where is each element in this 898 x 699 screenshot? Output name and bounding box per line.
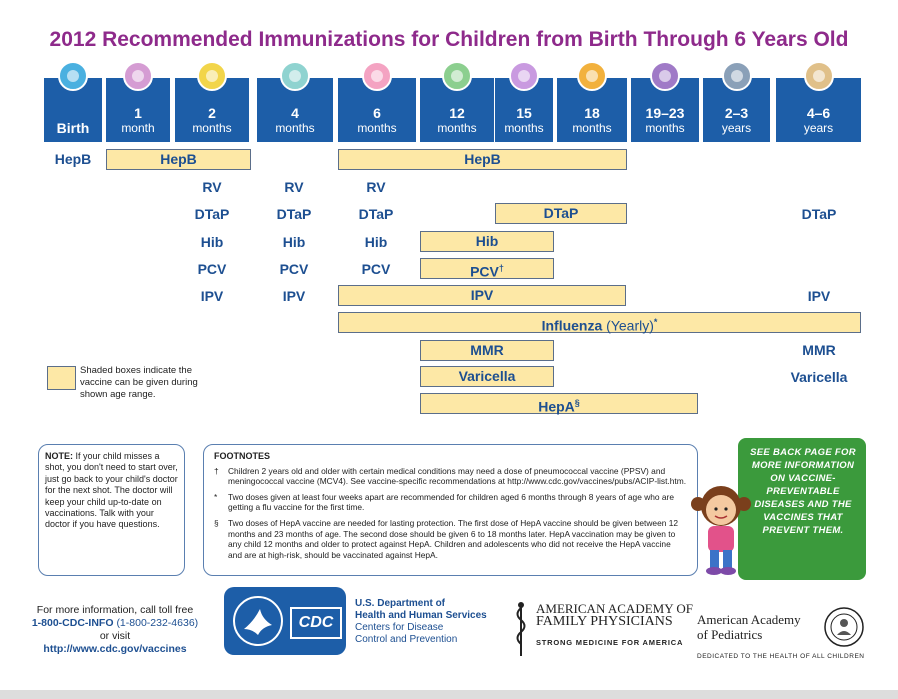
age-column-8 bbox=[631, 78, 699, 142]
aap-line: of Pediatrics bbox=[697, 627, 763, 642]
aafp-line: AMERICAN ACADEMY OF bbox=[536, 601, 693, 616]
phone-number[interactable]: 1-800-CDC-INFO bbox=[31, 617, 114, 629]
bar-hepb-6-18mo: HepB bbox=[338, 149, 627, 170]
vaccine-label-dtap-4mo: DTaP bbox=[276, 206, 312, 222]
footnote-text: Two doses given at least four weeks apart are recommended for children aged 6 months through 8 years of age who are getting a flu vaccine for the first time. bbox=[228, 491, 674, 513]
vaccine-label-rv-4mo: RV bbox=[284, 179, 304, 195]
age-column-5 bbox=[420, 78, 494, 142]
hepa-footnote-mark: § bbox=[574, 398, 580, 408]
age-unit: months bbox=[645, 121, 685, 135]
bar-influenza-note: (Yearly) bbox=[606, 317, 654, 334]
age-number: 4–6 bbox=[806, 105, 831, 121]
age-column-2 bbox=[175, 78, 249, 142]
age-column-9 bbox=[703, 78, 770, 142]
age-number: 19–23 bbox=[645, 105, 685, 121]
bar-varicella-12-15mo: Varicella bbox=[420, 366, 554, 387]
note-label: NOTE: bbox=[45, 451, 73, 461]
page-title: 2012 Recommended Immunizations for Children from Birth Through 6 Years Old bbox=[49, 28, 849, 51]
phone-alt: (1-800-232-4636) bbox=[116, 617, 199, 629]
bar-hepa-label: HepA bbox=[538, 398, 575, 415]
age-number: 2–3 bbox=[724, 105, 749, 121]
vaccine-label-pcv-6mo: PCV bbox=[361, 261, 391, 277]
hhs-line: Centers for Disease bbox=[355, 622, 444, 633]
footnotes-heading: FOOTNOTES bbox=[214, 451, 270, 461]
note-box bbox=[38, 444, 185, 576]
bar-dtap-15-18mo: DTaP bbox=[495, 203, 627, 224]
contact-url[interactable]: http://www.cdc.gov/vaccines bbox=[43, 643, 187, 655]
age-column-1 bbox=[106, 78, 170, 142]
child-illustration bbox=[686, 478, 756, 578]
aap-tagline: DEDICATED TO THE HEALTH OF ALL CHILDREN bbox=[697, 653, 865, 660]
legend-swatch bbox=[47, 366, 76, 390]
age-number: 15 bbox=[516, 105, 532, 121]
vaccine-label-hib-2mo: Hib bbox=[200, 234, 224, 250]
age-column-4 bbox=[338, 78, 416, 142]
bar-pcv-label: PCV bbox=[470, 263, 499, 280]
hhs-cdc-logo bbox=[224, 587, 346, 655]
aafp-caduceus-icon bbox=[512, 600, 530, 658]
vaccine-label-rv-6mo: RV bbox=[366, 179, 386, 195]
age-unit: months bbox=[504, 121, 544, 135]
aap-line: American Academy bbox=[697, 612, 801, 627]
vaccine-label-mmr-4-6yr: MMR bbox=[802, 342, 836, 358]
bar-hepa-12-23mo bbox=[420, 393, 698, 414]
aap-seal-icon bbox=[823, 606, 865, 648]
age-number: 1 bbox=[134, 105, 142, 121]
rattle-icon bbox=[118, 56, 158, 96]
age-unit: months bbox=[572, 121, 612, 135]
contact-info bbox=[30, 604, 200, 656]
teething-ring-icon bbox=[275, 56, 315, 96]
bar-hib-12-15mo: Hib bbox=[420, 231, 554, 252]
vaccine-label-hib-6mo: Hib bbox=[364, 234, 388, 250]
influenza-footnote-mark: * bbox=[653, 317, 658, 327]
age-column-7 bbox=[557, 78, 627, 142]
vaccine-label-hib-4mo: Hib bbox=[282, 234, 306, 250]
footnote-item bbox=[214, 492, 687, 513]
age-label: Birth bbox=[56, 120, 90, 136]
aafp-tagline: STRONG MEDICINE FOR AMERICA bbox=[536, 638, 684, 647]
vaccine-label-pcv-2mo: PCV bbox=[197, 261, 227, 277]
duck-icon bbox=[192, 56, 232, 96]
note-text: If your child misses a shot, you don't need to start over, just go back to your child's doctor for the next shot. The doctor will keep your child up-to-date on vaccinations. Talk with your doctor if you have questions. bbox=[45, 451, 178, 530]
age-number: 18 bbox=[584, 105, 600, 121]
bar-pcv-12-15mo bbox=[420, 258, 554, 279]
aafp-text bbox=[536, 602, 693, 649]
cdc-logo-text: CDC bbox=[290, 607, 342, 639]
vaccine-label-pcv-4mo: PCV bbox=[279, 261, 309, 277]
footnote-item bbox=[214, 518, 687, 560]
hhs-line: U.S. Department of bbox=[355, 598, 446, 609]
age-number: 6 bbox=[373, 105, 381, 121]
age-unit: years bbox=[803, 121, 834, 135]
paints-icon bbox=[717, 56, 757, 96]
age-unit: months bbox=[357, 121, 397, 135]
age-unit: months bbox=[192, 121, 232, 135]
page-bottom-edge bbox=[0, 690, 898, 699]
age-unit: months bbox=[437, 121, 477, 135]
age-column-3 bbox=[257, 78, 333, 142]
vaccine-label-rv-2mo: RV bbox=[202, 179, 222, 195]
aafp-line: FAMILY PHYSICIANS bbox=[536, 614, 673, 629]
footnote-text: Two doses of HepA vaccine are needed for lasting protection. The first dose of HepA vaccine should be given between 12 months and 23 months of age. The second dose should be given 6 to 18 months later. HepA vaccination may be given to any child 12 months and older to protect against HepA. Children and adolescents who did not receive the HepA vaccine and are at high-risk, should be vaccinated against HepA. bbox=[228, 517, 679, 560]
vaccine-label-hepb-birth: HepB bbox=[54, 151, 92, 167]
bar-ipv-6-18mo: IPV bbox=[338, 285, 626, 306]
pacifier-icon bbox=[53, 56, 93, 96]
bar-mmr-12-15mo: MMR bbox=[420, 340, 554, 361]
hhs-eagle-icon bbox=[232, 595, 284, 647]
age-number: 4 bbox=[291, 105, 299, 121]
bar-influenza-label: Influenza bbox=[541, 317, 603, 334]
vaccine-label-ipv-4-6yr: IPV bbox=[807, 288, 831, 304]
footnotes-box bbox=[203, 444, 698, 576]
vaccine-label-dtap-2mo: DTaP bbox=[194, 206, 230, 222]
legend-text: Shaded boxes indicate the vaccine can be given during shown age range. bbox=[80, 365, 198, 400]
hhs-line: Health and Human Services bbox=[355, 610, 487, 621]
footnote-item bbox=[214, 466, 687, 487]
hhs-text bbox=[355, 598, 487, 646]
footnote-text: Children 2 years old and older with certain medical conditions may need a dose of pneumococcal vaccine (PPSV) and meningococcal vaccine (MCV4). See vaccine-specific recommendations at http://www.cdc.gov/vaccines/pubs/ACIP-list.htm. bbox=[228, 465, 687, 487]
bib-icon bbox=[357, 56, 397, 96]
pcv-footnote-mark: † bbox=[498, 263, 504, 273]
vaccine-label-dtap-4-6yr: DTaP bbox=[801, 206, 837, 222]
footnote-symbol: § bbox=[214, 517, 219, 528]
bar-influenza-6mo-6yr bbox=[338, 312, 861, 333]
age-unit: month bbox=[121, 121, 155, 135]
footnote-symbol: * bbox=[214, 491, 218, 502]
booties-icon bbox=[437, 56, 477, 96]
stacking-rings-icon bbox=[572, 56, 612, 96]
footnote-symbol: † bbox=[214, 465, 219, 476]
vaccine-label-ipv-2mo: IPV bbox=[200, 288, 224, 304]
bar-hepb-1-2mo: HepB bbox=[106, 149, 251, 170]
age-unit: years bbox=[721, 121, 752, 135]
vaccine-label-varicella-4-6yr: Varicella bbox=[790, 369, 848, 385]
age-unit: months bbox=[275, 121, 315, 135]
contact-line: For more information, call toll free bbox=[36, 604, 194, 616]
vaccine-label-dtap-6mo: DTaP bbox=[358, 206, 394, 222]
contact-or: or visit bbox=[99, 630, 131, 642]
hhs-line: Control and Prevention bbox=[355, 634, 458, 645]
age-column-6 bbox=[495, 78, 553, 142]
age-column-0 bbox=[44, 78, 102, 142]
book-icon bbox=[799, 56, 839, 96]
back-page-callout: SEE BACK PAGE FOR MORE INFORMATION ON VACCINE-PREVENTABLE DISEASES AND THE VACCINES THAT PREVENT THEM. bbox=[738, 438, 866, 580]
age-column-10 bbox=[776, 78, 861, 142]
age-number: 12 bbox=[449, 105, 465, 121]
contact-phone-line bbox=[30, 617, 200, 630]
ball-icon bbox=[504, 56, 544, 96]
toy-train-icon bbox=[645, 56, 685, 96]
age-number: 2 bbox=[208, 105, 216, 121]
vaccine-label-ipv-4mo: IPV bbox=[282, 288, 306, 304]
